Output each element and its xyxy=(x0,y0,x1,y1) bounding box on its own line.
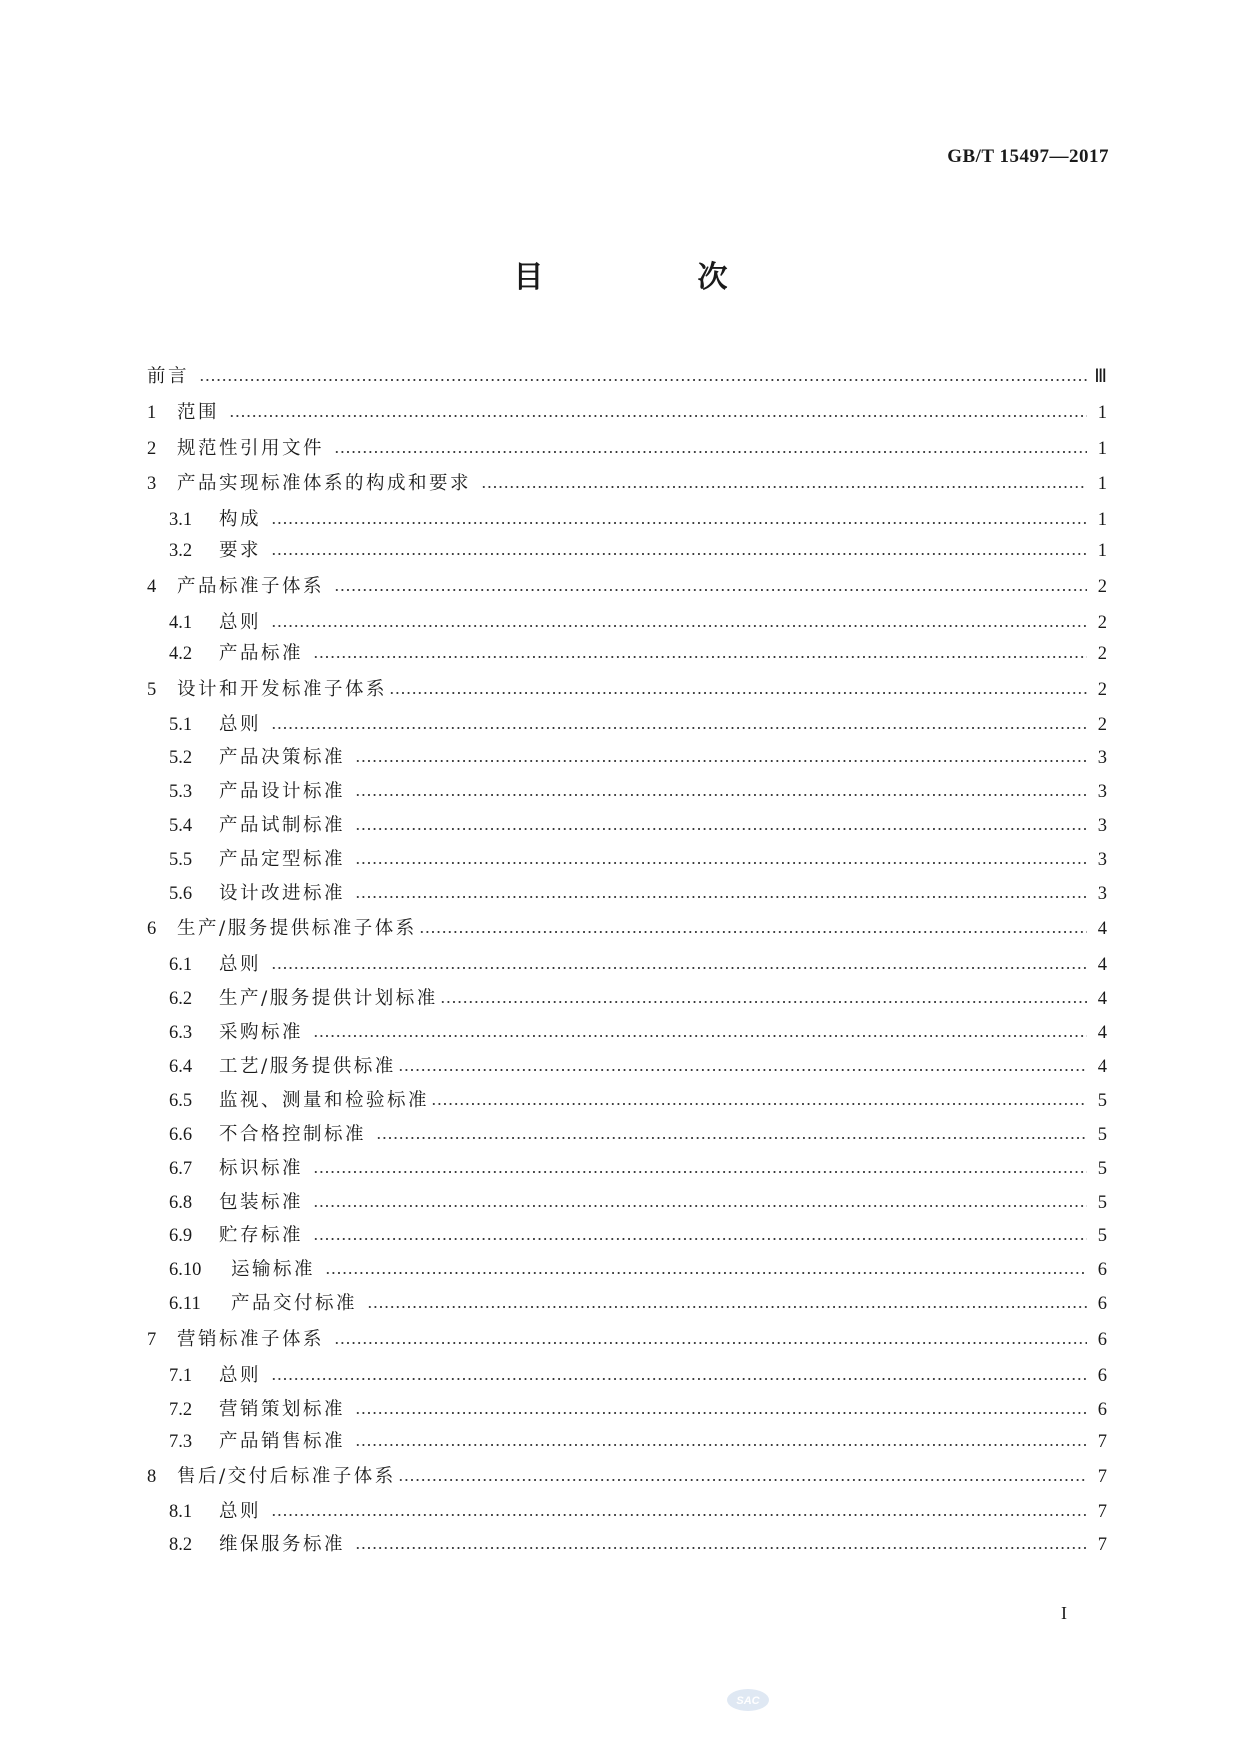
toc-entry-title: 构成 xyxy=(219,509,262,530)
toc-entry-number: 1 xyxy=(147,403,157,423)
toc-entry[interactable] xyxy=(169,639,1107,669)
toc-entry-title: 产品交付标准 xyxy=(231,1293,358,1314)
toc-entry-title: 总则 xyxy=(219,1365,262,1386)
toc-entry-page: 3 xyxy=(1097,850,1107,870)
standard-code: GB/T 15497—2017 xyxy=(947,146,1109,167)
dot-leader xyxy=(313,655,1087,659)
toc-entry-page: 6 xyxy=(1097,1400,1107,1420)
toc-entry-page: 1 xyxy=(1097,403,1107,423)
toc-entry-number: 3 xyxy=(147,474,157,494)
dot-leader xyxy=(440,1000,1087,1004)
page-number: I xyxy=(1061,1603,1067,1623)
toc-entry[interactable] xyxy=(169,505,1107,535)
dot-leader xyxy=(376,1136,1087,1140)
dot-leader xyxy=(389,691,1087,695)
toc-entry[interactable] xyxy=(169,1530,1107,1560)
dot-leader xyxy=(325,1271,1087,1275)
toc-entry-title: 总则 xyxy=(219,714,262,735)
dot-leader xyxy=(271,552,1087,556)
dot-leader xyxy=(334,450,1087,454)
toc-entry-title: 前言 xyxy=(147,366,190,387)
toc-entry-page: 1 xyxy=(1097,541,1107,561)
toc-entry[interactable] xyxy=(147,675,1107,705)
toc-entry-number: 5.5 xyxy=(169,850,193,870)
toc-entry-title: 产品定型标准 xyxy=(219,849,346,870)
toc-entry[interactable] xyxy=(169,1120,1107,1150)
dot-leader xyxy=(334,1341,1087,1345)
toc-entry-page: 5 xyxy=(1097,1226,1107,1246)
toc-entry-number: 8.1 xyxy=(169,1502,193,1522)
toc-entry-title: 范围 xyxy=(177,402,220,423)
toc-entry-page: 3 xyxy=(1097,884,1107,904)
toc-entry-number: 8.2 xyxy=(169,1535,193,1555)
toc-entry-title: 产品标准 xyxy=(219,643,304,664)
toc-entry-title: 标识标准 xyxy=(219,1158,304,1179)
toc-entry-title: 营销标准子体系 xyxy=(177,1329,325,1350)
toc-entry-number: 4.2 xyxy=(169,644,193,664)
toc-entry[interactable] xyxy=(169,984,1107,1014)
toc-entry-title: 售后/交付后标准子体系 xyxy=(177,1466,396,1487)
toc-entry-page: 6 xyxy=(1097,1294,1107,1314)
toc-entry[interactable] xyxy=(147,398,1107,428)
toc-entry[interactable] xyxy=(169,1018,1107,1048)
toc-entry-page: 1 xyxy=(1097,439,1107,459)
toc-entry-page: 3 xyxy=(1097,816,1107,836)
toc-entry-title: 营销策划标准 xyxy=(219,1399,346,1420)
toc-entry-title: 产品决策标准 xyxy=(219,747,346,768)
toc-entry-number: 6.2 xyxy=(169,989,193,1009)
toc-entry-page: 3 xyxy=(1097,748,1107,768)
dot-leader xyxy=(355,895,1087,899)
toc-entry-number: 8 xyxy=(147,1467,157,1487)
toc-entry-number: 6.9 xyxy=(169,1226,193,1246)
toc-entry-title: 设计改进标准 xyxy=(219,883,346,904)
svg-text:SAC: SAC xyxy=(736,1695,760,1707)
toc-entry-number: 4.1 xyxy=(169,613,193,633)
toc-entry-number: 3.1 xyxy=(169,510,193,530)
dot-leader xyxy=(271,966,1087,970)
toc-entry[interactable] xyxy=(169,710,1107,740)
toc-entry[interactable] xyxy=(169,1154,1107,1184)
toc-entry-number: 4 xyxy=(147,577,157,597)
dot-leader xyxy=(355,1546,1087,1550)
toc-entry-page: 2 xyxy=(1097,715,1107,735)
toc-entry-title: 要求 xyxy=(219,540,262,561)
toc-entry-number: 6.3 xyxy=(169,1023,193,1043)
toc-entry-page: 2 xyxy=(1097,644,1107,664)
toc-entry[interactable] xyxy=(147,469,1107,499)
toc-entry-number: 6.5 xyxy=(169,1091,193,1111)
toc-entry[interactable] xyxy=(169,879,1107,909)
dot-leader xyxy=(313,1170,1087,1174)
toc-entry[interactable] xyxy=(169,1052,1107,1082)
toc-entry-title: 贮存标准 xyxy=(219,1225,304,1246)
toc-entry-number: 5.4 xyxy=(169,816,193,836)
toc-entry-number: 6.4 xyxy=(169,1057,193,1077)
toc-entry-number: 5.1 xyxy=(169,715,193,735)
dot-leader xyxy=(271,1513,1087,1517)
dot-leader xyxy=(431,1102,1087,1106)
dot-leader xyxy=(419,930,1087,934)
toc-entry-number: 6.6 xyxy=(169,1125,193,1145)
toc-entry-title: 产品实现标准体系的构成和要求 xyxy=(177,473,472,494)
toc-entry-page: 5 xyxy=(1097,1091,1107,1111)
dot-leader xyxy=(271,1377,1087,1381)
toc-entry-page: 2 xyxy=(1097,577,1107,597)
toc-entry[interactable] xyxy=(169,1188,1107,1218)
dot-leader xyxy=(334,588,1087,592)
dot-leader xyxy=(313,1204,1087,1208)
toc-entry-number: 7.3 xyxy=(169,1432,193,1452)
toc-entry-number: 5.2 xyxy=(169,748,193,768)
toc-entry-page: 6 xyxy=(1097,1330,1107,1350)
toc-entry-number: 6.1 xyxy=(169,955,193,975)
toc-entry-title: 运输标准 xyxy=(231,1259,316,1280)
toc-entry-title: 不合格控制标准 xyxy=(219,1124,367,1145)
toc-entry-title: 总则 xyxy=(219,612,262,633)
toc-entry-title: 采购标准 xyxy=(219,1022,304,1043)
toc-entry-number: 5.6 xyxy=(169,884,193,904)
toc-entry-page: 2 xyxy=(1097,613,1107,633)
toc-entry-number: 5 xyxy=(147,680,157,700)
dot-leader xyxy=(355,1411,1087,1415)
page-title: 目 次 xyxy=(513,260,790,295)
toc-entry[interactable] xyxy=(169,1395,1107,1425)
toc-entry-number: 6.7 xyxy=(169,1159,193,1179)
toc-entry-title: 产品试制标准 xyxy=(219,815,346,836)
toc-entry-number: 6.10 xyxy=(169,1260,202,1280)
toc-entry-title: 产品设计标准 xyxy=(219,781,346,802)
toc-entry[interactable] xyxy=(147,362,1107,392)
dot-leader xyxy=(398,1068,1087,1072)
toc-entry-page: 6 xyxy=(1097,1366,1107,1386)
dot-leader xyxy=(355,861,1087,865)
toc-entry-number: 2 xyxy=(147,439,157,459)
toc-entry-number: 5.3 xyxy=(169,782,193,802)
sac-logo xyxy=(726,1688,770,1712)
toc-entry-number: 7.1 xyxy=(169,1366,193,1386)
toc-entry-page: 4 xyxy=(1097,955,1107,975)
toc-entry-number: 6.11 xyxy=(169,1294,201,1314)
toc-entry-page: 1 xyxy=(1097,510,1107,530)
dot-leader xyxy=(481,485,1087,489)
toc-entry-title: 生产/服务提供计划标准 xyxy=(219,988,438,1009)
toc-entry-page: 7 xyxy=(1097,1535,1107,1555)
dot-leader xyxy=(271,624,1087,628)
toc-entry[interactable] xyxy=(169,1289,1107,1319)
toc-entry-number: 7.2 xyxy=(169,1400,193,1420)
toc-entry-page: 1 xyxy=(1097,474,1107,494)
toc-entry-title: 总则 xyxy=(219,954,262,975)
toc-entry-page: 2 xyxy=(1097,680,1107,700)
toc-entry-title: 生产/服务提供标准子体系 xyxy=(177,918,417,939)
toc-entry-page: 4 xyxy=(1097,1023,1107,1043)
toc-entry[interactable] xyxy=(169,950,1107,980)
toc-entry-title: 包装标准 xyxy=(219,1192,304,1213)
dot-leader xyxy=(313,1237,1087,1241)
toc-entry-title: 设计和开发标准子体系 xyxy=(177,679,388,700)
toc-entry[interactable] xyxy=(169,1427,1107,1457)
dot-leader xyxy=(313,1034,1087,1038)
toc-entry-page: 4 xyxy=(1097,1057,1107,1077)
toc-entry[interactable] xyxy=(147,914,1107,944)
toc-entry-number: 7 xyxy=(147,1330,157,1350)
toc-entry[interactable] xyxy=(169,743,1107,773)
toc-entry-page: 4 xyxy=(1097,919,1107,939)
toc-entry-title: 产品标准子体系 xyxy=(177,576,325,597)
toc-entry-page: 7 xyxy=(1097,1467,1107,1487)
toc-entry-number: 6.8 xyxy=(169,1193,193,1213)
toc-entry[interactable] xyxy=(169,777,1107,807)
dot-leader xyxy=(355,759,1087,763)
toc-entry[interactable] xyxy=(169,1497,1107,1527)
toc-entry-page: 5 xyxy=(1097,1125,1107,1145)
toc-entry-title: 产品销售标准 xyxy=(219,1431,346,1452)
toc-entry[interactable] xyxy=(169,1255,1107,1285)
toc-entry[interactable] xyxy=(169,845,1107,875)
toc-entry-page: 7 xyxy=(1097,1432,1107,1452)
toc-entry-title: 监视、测量和检验标准 xyxy=(219,1090,430,1111)
toc-entry[interactable] xyxy=(169,1086,1107,1116)
toc-entry-number: 6 xyxy=(147,919,157,939)
dot-leader xyxy=(398,1478,1087,1482)
dot-leader xyxy=(355,1443,1087,1447)
toc-entry-page: 3 xyxy=(1097,782,1107,802)
toc-entry[interactable] xyxy=(169,536,1107,566)
toc-entry-title: 维保服务标准 xyxy=(219,1534,346,1555)
toc-entry[interactable] xyxy=(147,434,1107,464)
toc-entry[interactable] xyxy=(169,1361,1107,1391)
toc-entry-page: 5 xyxy=(1097,1193,1107,1213)
toc-entry[interactable] xyxy=(169,1221,1107,1251)
toc-entry-page: Ⅲ xyxy=(1094,367,1107,387)
toc-entry[interactable] xyxy=(147,1325,1107,1355)
toc-entry[interactable] xyxy=(169,608,1107,638)
dot-leader xyxy=(229,414,1087,418)
dot-leader xyxy=(355,793,1087,797)
toc-entry-title: 工艺/服务提供标准 xyxy=(219,1056,396,1077)
toc-entry-page: 6 xyxy=(1097,1260,1107,1280)
dot-leader xyxy=(355,827,1087,831)
toc-entry[interactable] xyxy=(169,811,1107,841)
toc-entry-page: 7 xyxy=(1097,1502,1107,1522)
dot-leader xyxy=(271,521,1087,525)
toc-entry-title: 规范性引用文件 xyxy=(177,438,325,459)
toc-entry[interactable] xyxy=(147,572,1107,602)
dot-leader xyxy=(199,378,1087,382)
toc-entry-page: 4 xyxy=(1097,989,1107,1009)
dot-leader xyxy=(367,1305,1087,1309)
dot-leader xyxy=(271,726,1087,730)
toc-entry[interactable] xyxy=(147,1462,1107,1492)
toc-entry-title: 总则 xyxy=(219,1501,262,1522)
toc-entry-number: 3.2 xyxy=(169,541,193,561)
toc-entry-page: 5 xyxy=(1097,1159,1107,1179)
